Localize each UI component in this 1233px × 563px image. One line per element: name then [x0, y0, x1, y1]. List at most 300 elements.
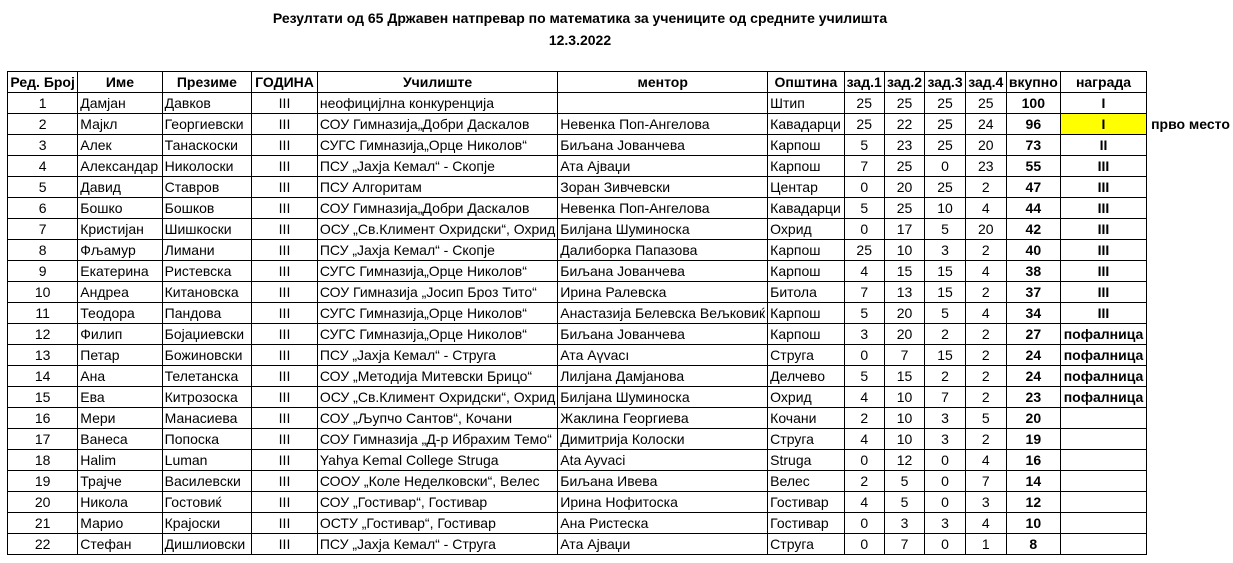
cell-last: Пандова — [162, 303, 252, 324]
cell-award — [1060, 408, 1146, 429]
cell-mentor — [558, 93, 768, 114]
column-header: зад.4 — [965, 72, 1006, 93]
cell-first: Филип — [78, 324, 162, 345]
cell-last: Попоска — [162, 429, 252, 450]
cell-z4: 5 — [965, 408, 1006, 429]
cell-last: Гостовиќ — [162, 492, 252, 513]
cell-z1: 25 — [844, 240, 884, 261]
cell-total: 23 — [1006, 387, 1060, 408]
cell-z1: 5 — [844, 135, 884, 156]
cell-year: III — [252, 282, 318, 303]
cell-first: Ванеса — [78, 429, 162, 450]
column-header: ГОДИНА — [252, 72, 318, 93]
cell-z1: 5 — [844, 366, 884, 387]
cell-total: 12 — [1006, 492, 1060, 513]
cell-no: 16 — [8, 408, 78, 429]
cell-z4: 2 — [965, 366, 1006, 387]
cell-z3: 3 — [925, 429, 966, 450]
cell-z3: 3 — [925, 513, 966, 534]
cell-no: 2 — [8, 114, 78, 135]
cell-z1: 2 — [844, 471, 884, 492]
cell-year: III — [252, 471, 318, 492]
table-row — [8, 513, 1233, 534]
cell-school: ПСУ „Јахја Кемал“ - Скопје — [317, 240, 557, 261]
cell-school: СОУ „Љупчо Сантов“, Кочани — [317, 408, 557, 429]
cell-z3: 0 — [925, 156, 966, 177]
cell-municipality: Велес — [768, 471, 844, 492]
cell-note — [1147, 135, 1233, 156]
cell-z1: 0 — [844, 534, 884, 555]
cell-year: III — [252, 198, 318, 219]
cell-mentor: Зоран Зивчевски — [558, 177, 768, 198]
cell-z2: 5 — [884, 471, 925, 492]
cell-note — [1147, 324, 1233, 345]
cell-mentor: Ата Ајваџи — [558, 534, 768, 555]
cell-first: Теодора — [78, 303, 162, 324]
cell-award — [1060, 450, 1146, 471]
cell-total: 40 — [1006, 240, 1060, 261]
cell-note — [1147, 219, 1233, 240]
cell-municipality: Карпош — [768, 324, 844, 345]
cell-z4: 4 — [965, 513, 1006, 534]
cell-award: пофалница — [1060, 387, 1146, 408]
cell-mentor: Ata Ayvaci — [558, 450, 768, 471]
cell-award: III — [1060, 282, 1146, 303]
cell-last: Шишкоски — [162, 219, 252, 240]
cell-award: пофалница — [1060, 324, 1146, 345]
cell-total: 10 — [1006, 513, 1060, 534]
cell-school: ПСУ „Јахја Кемал“ - Скопје — [317, 156, 557, 177]
column-header: Име — [78, 72, 162, 93]
cell-z2: 3 — [884, 513, 925, 534]
cell-total: 34 — [1006, 303, 1060, 324]
cell-municipality: Гостивар — [768, 513, 844, 534]
cell-award — [1060, 429, 1146, 450]
cell-last: Василевски — [162, 471, 252, 492]
cell-last: Дишлиовски — [162, 534, 252, 555]
cell-municipality: Струга — [768, 534, 844, 555]
cell-z4: 20 — [965, 219, 1006, 240]
cell-no: 11 — [8, 303, 78, 324]
cell-last: Ристевска — [162, 261, 252, 282]
cell-note — [1147, 93, 1233, 114]
cell-school: СОУ Гимназија „Д-р Ибрахим Темо“ — [317, 429, 557, 450]
cell-z2: 7 — [884, 534, 925, 555]
cell-year: III — [252, 513, 318, 534]
cell-municipality: Делчево — [768, 366, 844, 387]
cell-last: Телетанска — [162, 366, 252, 387]
cell-award: III — [1060, 261, 1146, 282]
cell-year: III — [252, 450, 318, 471]
column-header: зад.1 — [844, 72, 884, 93]
table-row — [8, 219, 1233, 240]
cell-mentor: Билјана Шуминоска — [558, 219, 768, 240]
cell-first: Кристијан — [78, 219, 162, 240]
cell-z2: 13 — [884, 282, 925, 303]
cell-no: 21 — [8, 513, 78, 534]
cell-z4: 7 — [965, 471, 1006, 492]
cell-no: 3 — [8, 135, 78, 156]
cell-first: Дамјан — [78, 93, 162, 114]
cell-year: III — [252, 303, 318, 324]
cell-note — [1147, 303, 1233, 324]
cell-note — [1147, 282, 1233, 303]
cell-no: 5 — [8, 177, 78, 198]
cell-total: 24 — [1006, 345, 1060, 366]
cell-first: Алек — [78, 135, 162, 156]
cell-z1: 7 — [844, 156, 884, 177]
table-row — [8, 240, 1233, 261]
cell-z1: 25 — [844, 114, 884, 135]
cell-award: III — [1060, 177, 1146, 198]
cell-school: СОУ Гимназија „Јосип Броз Тито“ — [317, 282, 557, 303]
cell-z3: 0 — [925, 450, 966, 471]
cell-last: Манасиева — [162, 408, 252, 429]
cell-award: III — [1060, 219, 1146, 240]
cell-total: 73 — [1006, 135, 1060, 156]
cell-no: 22 — [8, 534, 78, 555]
cell-z4: 1 — [965, 534, 1006, 555]
cell-award: I — [1060, 93, 1146, 114]
column-header: вкупно — [1006, 72, 1060, 93]
cell-total: 55 — [1006, 156, 1060, 177]
table-body — [8, 93, 1233, 555]
cell-first: Марио — [78, 513, 162, 534]
table-row — [8, 261, 1233, 282]
cell-school: СУГС Гимназија„Орце Николов“ — [317, 303, 557, 324]
cell-year: III — [252, 156, 318, 177]
cell-z2: 25 — [884, 198, 925, 219]
cell-no: 4 — [8, 156, 78, 177]
cell-z1: 0 — [844, 177, 884, 198]
cell-mentor: Ана Ристеска — [558, 513, 768, 534]
cell-total: 38 — [1006, 261, 1060, 282]
cell-year: III — [252, 492, 318, 513]
cell-last: Ставров — [162, 177, 252, 198]
cell-mentor: Ата Ајваџи — [558, 156, 768, 177]
cell-total: 27 — [1006, 324, 1060, 345]
column-header: зад.2 — [884, 72, 925, 93]
cell-z1: 0 — [844, 345, 884, 366]
cell-no: 15 — [8, 387, 78, 408]
cell-last: Николоски — [162, 156, 252, 177]
table-row — [8, 387, 1233, 408]
page-date: 12.3.2022 — [548, 32, 612, 48]
cell-no: 13 — [8, 345, 78, 366]
cell-z4: 2 — [965, 282, 1006, 303]
cell-mentor: Ата Аүvacı — [558, 345, 768, 366]
cell-note — [1147, 177, 1233, 198]
cell-last: Бошков — [162, 198, 252, 219]
cell-year: III — [252, 177, 318, 198]
table-row — [8, 135, 1233, 156]
cell-school: ПСУ „Јахја Кемал“ - Струга — [317, 534, 557, 555]
cell-z2: 20 — [884, 177, 925, 198]
cell-mentor: Биљана Ивева — [558, 471, 768, 492]
cell-z2: 10 — [884, 240, 925, 261]
cell-last: Давков — [162, 93, 252, 114]
cell-z3: 0 — [925, 471, 966, 492]
cell-z4: 2 — [965, 324, 1006, 345]
cell-total: 19 — [1006, 429, 1060, 450]
cell-z1: 5 — [844, 198, 884, 219]
cell-z1: 4 — [844, 387, 884, 408]
table-row — [8, 471, 1233, 492]
column-header: Презиме — [162, 72, 252, 93]
cell-school: ОСУ „Св.Климент Охридски“, Охрид — [317, 219, 557, 240]
cell-municipality: Struga — [768, 450, 844, 471]
cell-award — [1060, 492, 1146, 513]
cell-no: 9 — [8, 261, 78, 282]
cell-award — [1060, 513, 1146, 534]
cell-municipality: Струга — [768, 429, 844, 450]
cell-note — [1147, 534, 1233, 555]
table-row — [8, 450, 1233, 471]
cell-z4: 2 — [965, 177, 1006, 198]
cell-z2: 20 — [884, 303, 925, 324]
cell-mentor: Ирина Ралевска — [558, 282, 768, 303]
cell-last: Китановска — [162, 282, 252, 303]
cell-school: ПСУ „Јахја Кемал“ - Струга — [317, 345, 557, 366]
cell-note — [1147, 513, 1233, 534]
cell-school: СУГС Гимназија„Орце Николов“ — [317, 324, 557, 345]
cell-z4: 2 — [965, 387, 1006, 408]
cell-note — [1147, 156, 1233, 177]
cell-note — [1147, 366, 1233, 387]
cell-z3: 3 — [925, 408, 966, 429]
cell-school: ОСТУ „Гостивар“, Гостивар — [317, 513, 557, 534]
cell-award: III — [1060, 198, 1146, 219]
table-row — [8, 429, 1233, 450]
cell-award: пофалница — [1060, 345, 1146, 366]
cell-municipality: Гостивар — [768, 492, 844, 513]
cell-last: Крајоски — [162, 513, 252, 534]
cell-mentor: Невенка Поп-Ангелова — [558, 114, 768, 135]
cell-school: СОУ Гимназија„Добри Даскалов — [317, 114, 557, 135]
cell-total: 42 — [1006, 219, 1060, 240]
column-header: Училиште — [317, 72, 557, 93]
cell-first: Halim — [78, 450, 162, 471]
cell-school: СООУ „Коле Неделковски“, Велес — [317, 471, 557, 492]
table-row — [8, 93, 1233, 114]
cell-note — [1147, 345, 1233, 366]
cell-no: 10 — [8, 282, 78, 303]
cell-mentor: Невенка Поп-Ангелова — [558, 198, 768, 219]
cell-no: 8 — [8, 240, 78, 261]
cell-no: 7 — [8, 219, 78, 240]
cell-z4: 4 — [965, 303, 1006, 324]
cell-school: ПСУ Алгоритам — [317, 177, 557, 198]
cell-mentor: Далиборка Папазова — [558, 240, 768, 261]
cell-last: Бојаџиевски — [162, 324, 252, 345]
column-header: зад.3 — [925, 72, 966, 93]
cell-first: Ева — [78, 387, 162, 408]
cell-year: III — [252, 387, 318, 408]
cell-z3: 25 — [925, 114, 966, 135]
cell-total: 16 — [1006, 450, 1060, 471]
cell-z1: 2 — [844, 408, 884, 429]
cell-first: Екатерина — [78, 261, 162, 282]
cell-z4: 24 — [965, 114, 1006, 135]
cell-first: Мајкл — [78, 114, 162, 135]
cell-municipality: Битола — [768, 282, 844, 303]
cell-last: Лимани — [162, 240, 252, 261]
column-header: награда — [1060, 72, 1146, 93]
cell-year: III — [252, 114, 318, 135]
cell-z1: 7 — [844, 282, 884, 303]
cell-z2: 20 — [884, 324, 925, 345]
cell-z1: 4 — [844, 261, 884, 282]
cell-year: III — [252, 429, 318, 450]
cell-year: III — [252, 408, 318, 429]
table-row — [8, 156, 1233, 177]
cell-z1: 0 — [844, 513, 884, 534]
cell-first: Бошко — [78, 198, 162, 219]
cell-z3: 10 — [925, 198, 966, 219]
cell-mentor: Билјана Шуминоска — [558, 387, 768, 408]
page-title: Резултати од 65 Државен натпревар по математика за учениците од средните училишта — [272, 10, 888, 26]
cell-z4: 4 — [965, 450, 1006, 471]
cell-z1: 0 — [844, 450, 884, 471]
cell-last: Танаскоски — [162, 135, 252, 156]
header-row — [8, 72, 1233, 93]
cell-no: 12 — [8, 324, 78, 345]
cell-award: III — [1060, 240, 1146, 261]
column-header: ментор — [558, 72, 768, 93]
cell-z3: 15 — [925, 282, 966, 303]
cell-total: 44 — [1006, 198, 1060, 219]
cell-last: Божиновски — [162, 345, 252, 366]
cell-municipality: Кочани — [768, 408, 844, 429]
cell-z2: 17 — [884, 219, 925, 240]
cell-school: СОУ „Гостивар“, Гостивар — [317, 492, 557, 513]
cell-z2: 5 — [884, 492, 925, 513]
cell-z4: 23 — [965, 156, 1006, 177]
cell-z2: 22 — [884, 114, 925, 135]
cell-z2: 12 — [884, 450, 925, 471]
cell-mentor: Биљана Јованчева — [558, 261, 768, 282]
cell-year: III — [252, 93, 318, 114]
cell-first: Стефан — [78, 534, 162, 555]
table-row — [8, 366, 1233, 387]
cell-no: 6 — [8, 198, 78, 219]
cell-award: I — [1060, 114, 1146, 135]
cell-last: Георгиевски — [162, 114, 252, 135]
cell-z3: 0 — [925, 492, 966, 513]
cell-note — [1147, 240, 1233, 261]
cell-note — [1147, 198, 1233, 219]
cell-note — [1147, 492, 1233, 513]
cell-municipality: Карпош — [768, 135, 844, 156]
column-header: Ред. Број — [8, 72, 78, 93]
table-row — [8, 345, 1233, 366]
cell-school: СУГС Гимназија„Орце Николов“ — [317, 135, 557, 156]
cell-total: 20 — [1006, 408, 1060, 429]
cell-z3: 5 — [925, 219, 966, 240]
cell-school: Yahya Kemal College Struga — [317, 450, 557, 471]
cell-z2: 10 — [884, 387, 925, 408]
cell-z4: 2 — [965, 345, 1006, 366]
cell-first: Никола — [78, 492, 162, 513]
note-header-spacer — [1147, 72, 1233, 93]
cell-z2: 23 — [884, 135, 925, 156]
table-row — [8, 303, 1233, 324]
results-table — [7, 71, 1233, 555]
cell-award: III — [1060, 303, 1146, 324]
cell-first: Андреа — [78, 282, 162, 303]
cell-year: III — [252, 534, 318, 555]
cell-z3: 25 — [925, 135, 966, 156]
cell-z1: 4 — [844, 492, 884, 513]
table-row — [8, 408, 1233, 429]
cell-note — [1147, 387, 1233, 408]
cell-z1: 5 — [844, 303, 884, 324]
cell-z3: 2 — [925, 366, 966, 387]
cell-municipality: Струга — [768, 345, 844, 366]
cell-school: ОСУ „Св.Климент Охридски“, Охрид — [317, 387, 557, 408]
column-header: Општина — [768, 72, 844, 93]
cell-z2: 15 — [884, 261, 925, 282]
cell-municipality: Центар — [768, 177, 844, 198]
cell-total: 14 — [1006, 471, 1060, 492]
cell-municipality: Кавадарци — [768, 198, 844, 219]
cell-mentor: Биљана Јованчева — [558, 324, 768, 345]
cell-no: 20 — [8, 492, 78, 513]
cell-z1: 4 — [844, 429, 884, 450]
cell-z3: 3 — [925, 240, 966, 261]
cell-first: Давид — [78, 177, 162, 198]
cell-school: неофицијлна конкуренција — [317, 93, 557, 114]
cell-z4: 2 — [965, 429, 1006, 450]
cell-z4: 25 — [965, 93, 1006, 114]
cell-school: СОУ Гимназија„Добри Даскалов — [317, 198, 557, 219]
cell-mentor: Биљана Јованчева — [558, 135, 768, 156]
cell-municipality: Кавадарци — [768, 114, 844, 135]
cell-first: Трајче — [78, 471, 162, 492]
cell-school: СУГС Гимназија„Орце Николов“ — [317, 261, 557, 282]
cell-year: III — [252, 366, 318, 387]
cell-no: 17 — [8, 429, 78, 450]
cell-z2: 25 — [884, 156, 925, 177]
cell-first: Ана — [78, 366, 162, 387]
cell-note — [1147, 471, 1233, 492]
cell-z4: 4 — [965, 261, 1006, 282]
cell-z3: 0 — [925, 534, 966, 555]
cell-last: Luman — [162, 450, 252, 471]
cell-municipality: Охрид — [768, 387, 844, 408]
cell-municipality: Штип — [768, 93, 844, 114]
cell-total: 24 — [1006, 366, 1060, 387]
cell-z4: 3 — [965, 492, 1006, 513]
cell-no: 1 — [8, 93, 78, 114]
cell-mentor: Димитрија Колоски — [558, 429, 768, 450]
cell-first: Петар — [78, 345, 162, 366]
cell-first: Мери — [78, 408, 162, 429]
cell-total: 96 — [1006, 114, 1060, 135]
cell-z1: 0 — [844, 219, 884, 240]
cell-z4: 20 — [965, 135, 1006, 156]
cell-z1: 3 — [844, 324, 884, 345]
cell-mentor: Лилјана Дамјанова — [558, 366, 768, 387]
cell-mentor: Ирина Нофитоска — [558, 492, 768, 513]
cell-no: 18 — [8, 450, 78, 471]
cell-municipality: Карпош — [768, 261, 844, 282]
table-row — [8, 492, 1233, 513]
cell-municipality: Охрид — [768, 219, 844, 240]
cell-mentor: Анастазија Белевска Вељковиќ — [558, 303, 768, 324]
cell-z4: 4 — [965, 198, 1006, 219]
cell-total: 47 — [1006, 177, 1060, 198]
